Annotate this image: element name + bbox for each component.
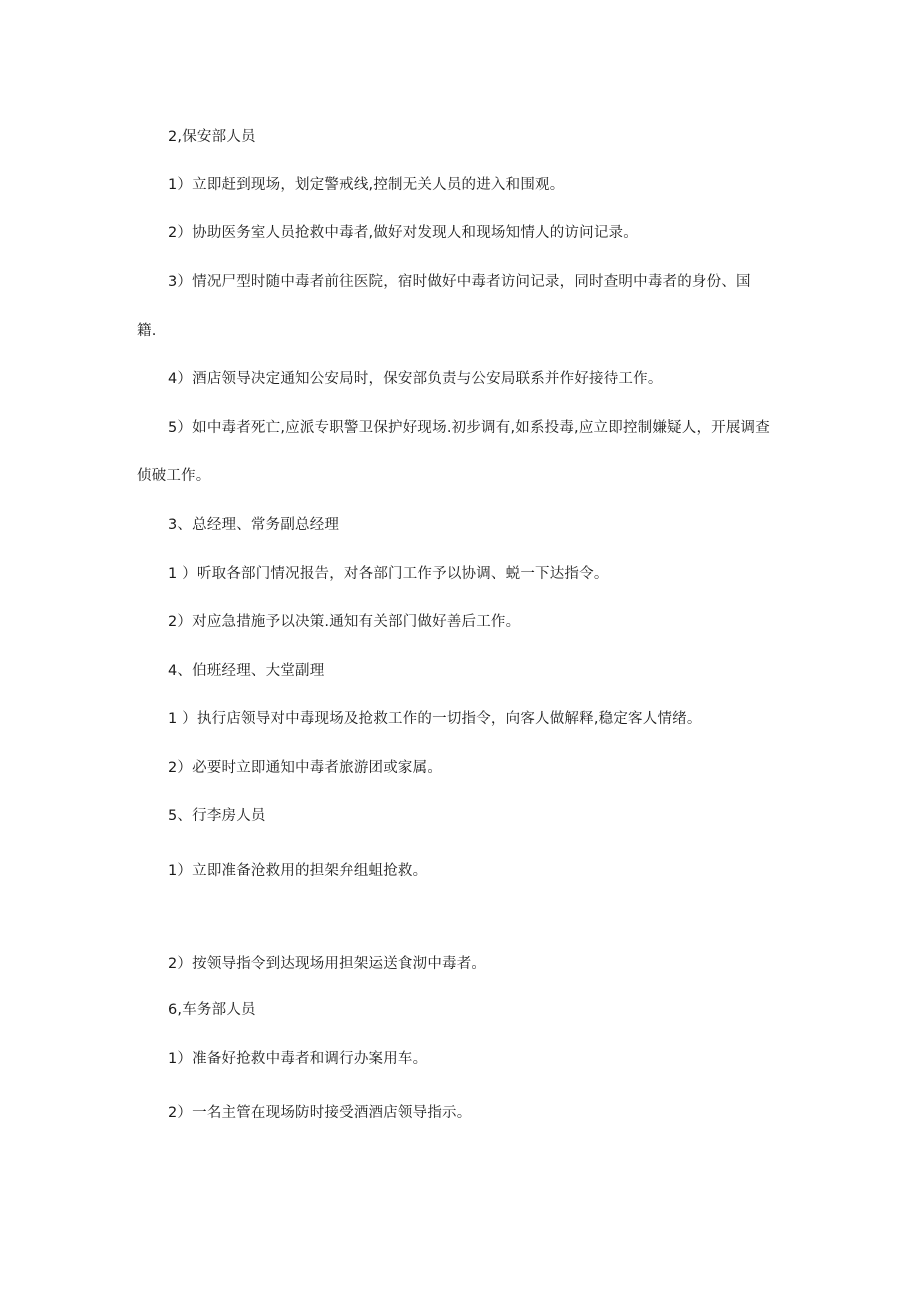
paragraph-line: 3）情况尸型时随中毒者前往医院，宿时做好中毒者访问记录，同时查明中毒者的身份、国 [168,274,751,290]
section-heading-general-manager: 3、总经理、常务副总经理 [168,517,340,533]
paragraph-line: 2）按领导指令到达现场用担架运送食沏中毒者。 [168,956,487,972]
paragraph-line: 4）酒店领导决定通知公安局时，保安部负责与公安局联系并作好接待工作。 [168,371,663,387]
paragraph-line: 2）协助医务室人员抢救中毒者,做好对发现人和现场知情人的访问记录。 [168,225,638,241]
section-heading-luggage-room: 5、行李房人员 [168,808,266,824]
paragraph-line: 1 ）听取各部门情况报告，对各部门工作予以协调、蜕一下达指令。 [168,566,609,582]
paragraph-line: 1）立即准备沧救用的担架弁组蛆抢救。 [168,863,428,879]
paragraph-line-continuation: 籍. [137,323,157,339]
section-heading-duty-manager: 4、伯班经理、大堂副理 [168,663,325,679]
paragraph-line: 5）如中毒者死亡,应派专职警卫保护好现场.初步调有,如系投毒,应立即控制嫌疑人，开展调查 [168,420,770,436]
paragraph-line-continuation: 侦破工作。 [137,468,211,484]
paragraph-line: 1 ）执行店领导对中毒现场及抢救工作的一切指令，向客人做解释,稳定客人情绪。 [168,711,702,727]
paragraph-line: 2）必要时立即通知中毒者旅游团或家属。 [168,760,443,776]
section-heading-security: 2,保安部人员 [168,129,256,145]
paragraph-line: 1）准备好抢救中毒者和调行办案用车。 [168,1051,428,1067]
paragraph-line: 2）一名主管在现场防时接受酒酒店领导指示。 [168,1105,472,1121]
paragraph-line: 2）对应急措施予以决策.通知有关部门做好善后工作。 [168,614,521,630]
section-heading-vehicle-dept: 6,车务部人员 [168,1002,256,1018]
paragraph-line: 1）立即赶到现场，划定警戒线,控制无关人员的进入和围观。 [168,177,565,193]
